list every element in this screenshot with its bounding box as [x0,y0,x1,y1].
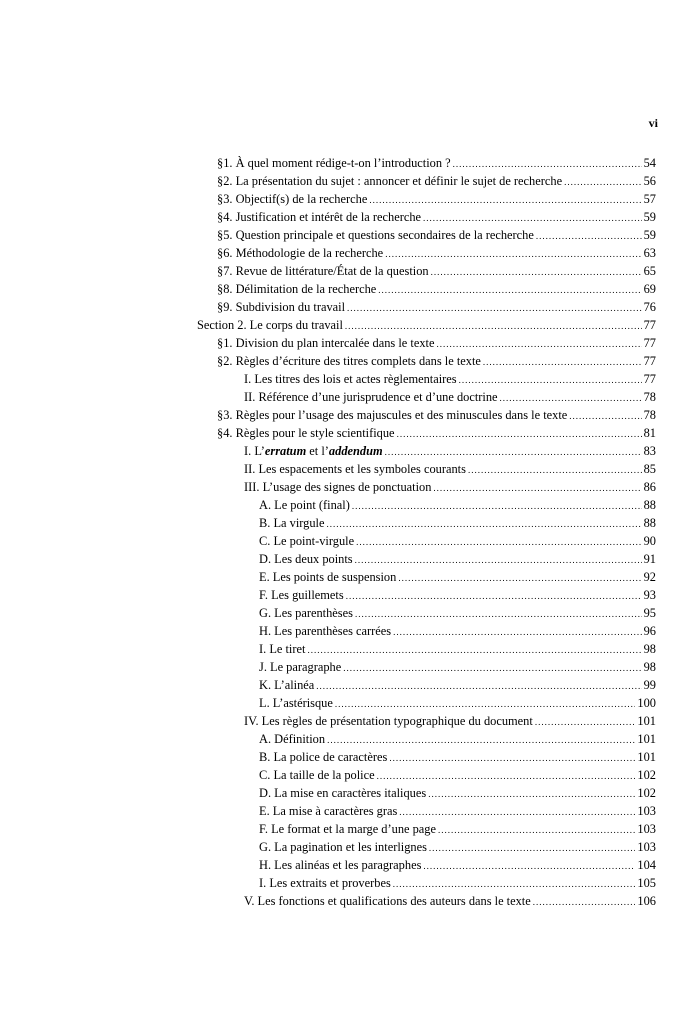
toc-entry-page: 77 [643,318,656,332]
toc-entry-page: 81 [643,426,656,440]
toc-entry-title-part: III. L’usage des signes de ponctuation [244,480,432,494]
toc-entry [0,280,656,298]
toc-dot-leader [429,839,635,857]
toc-entry-page: 103 [637,822,656,836]
toc-entry-page: 92 [643,570,656,584]
toc-dot-leader [356,533,642,551]
toc-entry-title-part: F. Les guillemets [259,588,344,602]
toc-dot-leader [352,497,642,515]
toc-entry [0,442,656,460]
toc-entry-page: 98 [643,642,656,656]
toc-entry-title-part: §9. Subdivision du travail [217,300,346,314]
toc-entry-page: 59 [643,210,656,224]
toc-entry-title [217,352,481,370]
toc-entry [0,352,656,370]
toc-entry-title [217,298,345,316]
toc-entry-page: 93 [643,588,656,602]
toc-entry-title [197,316,343,334]
toc-entry [0,676,656,694]
toc-entry-page: 77 [643,354,656,368]
toc-entry-page: 95 [643,606,656,620]
toc-entry-title-part: I. L’ [244,444,265,458]
toc-entry-title-part: II. Référence d’une jurisprudence et d’une doctrine [244,390,498,404]
toc-dot-leader [327,731,635,749]
toc-entry-title [259,622,391,640]
toc-dot-leader [453,155,642,173]
toc-entry-title-part: §2. Règles d’écriture des titres complets dans le texte [217,354,481,368]
toc-entry-title [217,406,567,424]
toc-dot-leader [347,299,642,317]
toc-entry-title [259,766,375,784]
toc-dot-leader [307,641,641,659]
toc-entry-title-part: E. Les points de suspension [259,570,397,584]
toc-entry-title [217,190,367,208]
toc-entry [0,640,656,658]
toc-entry-page: 91 [643,552,656,566]
toc-entry-title [259,550,353,568]
toc-entry-page: 85 [643,462,656,476]
toc-entry-title [259,748,387,766]
toc-dot-leader [345,317,642,335]
toc-entry [0,478,656,496]
toc-entry-title-part: I. Les extraits et proverbes [259,876,391,890]
toc-entry-page: 106 [637,894,656,908]
toc-dot-leader [500,389,642,407]
toc-entry-page: 77 [643,372,656,386]
toc-entry-title-part: J. Le paragraphe [259,660,342,674]
toc-entry-title [244,370,457,388]
toc-entry-page: 99 [643,678,656,692]
toc-entry-title-part: H. Les alinéas et les paragraphes [259,858,422,872]
toc-entry-title-part: A. Définition [259,732,326,746]
toc-entry-title [217,280,376,298]
toc-entry [0,874,656,892]
toc-entry-title-part: A. Le point (final) [259,498,350,512]
toc-entry-title-part: et l’ [306,444,329,458]
toc-entry [0,712,656,730]
toc-dot-leader [564,173,642,191]
toc-entry [0,190,656,208]
toc-entry [0,460,656,478]
toc-dot-leader [423,857,635,875]
toc-entry-title [259,658,341,676]
toc-dot-leader [431,263,642,281]
toc-entry-page: 57 [643,192,656,206]
toc-entry-page: 88 [643,516,656,530]
toc-entry-page: 69 [643,282,656,296]
toc-entry-page: 96 [643,624,656,638]
toc-dot-leader [316,677,641,695]
toc-entry-title-part: C. Le point-virgule [259,534,355,548]
toc-entry-title-part: B. La virgule [259,516,325,530]
toc-dot-leader [428,785,635,803]
toc-dot-leader [535,713,636,731]
toc-dot-leader [346,587,642,605]
toc-entry-title [259,514,325,532]
toc-entry-page: 104 [637,858,656,872]
toc-entry-title [217,244,383,262]
toc-dot-leader [459,371,642,389]
toc-entry-title-part: §1. Division du plan intercalée dans le texte [217,336,435,350]
toc-dot-leader [397,425,642,443]
toc-dot-leader [389,749,635,767]
toc-entry-page: 101 [637,714,656,728]
toc-entry-title-part: §1. À quel moment rédige-t-on l’introduction ? [217,156,451,170]
toc-entry-title [259,874,391,892]
toc-entry-title [259,586,344,604]
toc-dot-leader [533,893,636,911]
toc-entry-title [217,334,434,352]
toc-entry-title-part: B. La police de caractères [259,750,388,764]
toc-entry-title-part: §2. La présentation du sujet : annoncer et définir le sujet de recherche [217,174,563,188]
toc-entry-title-part: G. Les parenthèses [259,606,353,620]
toc-dot-leader [369,191,641,209]
toc-entry-title-part: II. Les espacements et les symboles courants [244,462,466,476]
toc-entry [0,856,656,874]
toc-entry-page: 59 [643,228,656,242]
toc-entry-title [244,892,531,910]
toc-entry-title-part: H. Les parenthèses carrées [259,624,392,638]
toc-entry-page: 103 [637,840,656,854]
toc-dot-leader [377,767,636,785]
toc-dot-leader [398,569,641,587]
toc-entry-title [259,532,354,550]
toc-entry-title-part: D. Les deux points [259,552,353,566]
toc-entry-title [259,694,333,712]
toc-entry [0,550,656,568]
toc-entry-page: 65 [643,264,656,278]
toc-dot-leader [393,623,642,641]
toc-dot-leader [335,695,636,713]
toc-dot-leader [378,281,641,299]
toc-dot-leader [399,803,635,821]
toc-entry-title [259,568,396,586]
toc-entry-title-part: L. L’astérisque [259,696,333,710]
toc-entry-title [259,856,421,874]
toc-entry [0,784,656,802]
toc-entry-page: 54 [643,156,656,170]
toc-dot-leader [423,209,642,227]
toc-dot-leader [343,659,641,677]
toc-dot-leader [468,461,642,479]
toc-entry-page: 98 [643,660,656,674]
toc-entry-title [259,784,426,802]
toc-entry-title [217,424,395,442]
toc-entry [0,298,656,316]
toc-entry [0,604,656,622]
toc-entry [0,622,656,640]
toc-entry-page: 105 [637,876,656,890]
toc-dot-leader [436,335,641,353]
toc-entry-title-part: D. La mise en caractères italiques [259,786,427,800]
toc-entry [0,244,656,262]
toc-entry [0,262,656,280]
toc-entry-page: 100 [637,696,656,710]
toc-entry [0,316,656,334]
toc-entry-title [217,262,429,280]
toc-dot-leader [327,515,642,533]
toc-entry [0,820,656,838]
toc-entry [0,496,656,514]
toc-entry-title [244,712,533,730]
toc-entry [0,748,656,766]
toc-dot-leader [569,407,641,425]
toc-entry [0,568,656,586]
toc-entry-page: 77 [643,336,656,350]
toc-entry [0,586,656,604]
toc-entry-title [244,388,498,406]
toc-entry-page: 101 [637,732,656,746]
toc-entry-title-part: §6. Méthodologie de la recherche [217,246,384,260]
toc-entry-title-part: Section 2. Le corps du travail [197,318,343,332]
toc-entry-title [259,838,427,856]
toc-entry [0,532,656,550]
toc-entry-title [259,640,305,658]
toc-dot-leader [385,245,641,263]
toc-entry-title-part: §4. Règles pour le style scientifique [217,426,395,440]
toc-entry-title-part: E. La mise à caractères gras [259,804,398,818]
toc-entry-page: 103 [637,804,656,818]
toc-entry-title-part: I. Le tiret [259,642,306,656]
toc-entry [0,514,656,532]
toc-entry [0,802,656,820]
toc-dot-leader [433,479,641,497]
toc-entry-title-part: addendum [328,444,383,458]
toc-entry-page: 90 [643,534,656,548]
toc-entry-title-part: G. La pagination et les interlignes [259,840,427,854]
toc-entry-page: 88 [643,498,656,512]
toc-entry-page: 78 [643,408,656,422]
toc-entry-title [217,226,534,244]
toc-entry-title-part: §3. Objectif(s) de la recherche [217,192,368,206]
toc-entry-title [259,604,353,622]
toc-entry [0,892,656,910]
toc-entry [0,172,656,190]
toc-dot-leader [355,551,642,569]
toc-dot-leader [536,227,642,245]
toc-entry-title-part: F. Le format et la marge d’une page [259,822,436,836]
toc-entry-title-part: K. L’alinéa [259,678,315,692]
toc-entry [0,208,656,226]
toc-entry [0,388,656,406]
toc-entry-title-part: C. La taille de la police [259,768,375,782]
toc-entry-page: 102 [637,786,656,800]
toc-dot-leader [393,875,636,893]
toc-entry-title-part: §5. Question principale et questions secondaires de la recherche [217,228,534,242]
toc-entry-title [217,208,421,226]
toc-entry-page: 86 [643,480,656,494]
toc-entry [0,838,656,856]
toc-entry-title [244,478,431,496]
toc-entry-page: 83 [643,444,656,458]
toc-entry-title [259,730,325,748]
toc-entry [0,334,656,352]
toc-entry-title [217,154,451,172]
toc-entry-page: 63 [643,246,656,260]
toc-entry-title-part: §4. Justification et intérêt de la recherche [217,210,422,224]
toc-entry-title-part: §7. Revue de littérature/État de la question [217,264,429,278]
toc-entry [0,226,656,244]
toc-dot-leader [385,443,642,461]
toc-entry [0,370,656,388]
toc-entry [0,424,656,442]
toc-entry [0,766,656,784]
page-number: vi [648,116,658,130]
toc-entry-page: 102 [637,768,656,782]
toc-entry-title [259,676,314,694]
toc-entry-title [244,442,383,460]
toc-entry-page: 76 [643,300,656,314]
toc-dot-leader [355,605,642,623]
toc-entry-title [259,802,397,820]
toc-entry-page: 78 [643,390,656,404]
toc-entry [0,658,656,676]
toc-entry-title-part: I. Les titres des lois et actes règlementaires [244,372,457,386]
toc-entry [0,406,656,424]
toc-entry-title-part: IV. Les règles de présentation typographique du document [244,714,533,728]
toc-entry-title [259,820,436,838]
toc-entry-title-part: §3. Règles pour l’usage des majuscules et des minuscules dans le texte [217,408,568,422]
toc-entry-title-part: erratum [264,444,307,458]
toc-entry-title-part: V. Les fonctions et qualifications des auteurs dans le texte [244,894,531,908]
toc-entry-page: 56 [643,174,656,188]
toc-entry [0,154,656,172]
toc-entry-page: 101 [637,750,656,764]
toc-entry [0,730,656,748]
toc-entry-title [259,496,350,514]
toc-dot-leader [438,821,635,839]
toc-entry-title-part: §8. Délimitation de la recherche [217,282,377,296]
toc-entry [0,694,656,712]
toc-entry-title [244,460,466,478]
toc-entry-title [217,172,562,190]
toc-dot-leader [483,353,642,371]
